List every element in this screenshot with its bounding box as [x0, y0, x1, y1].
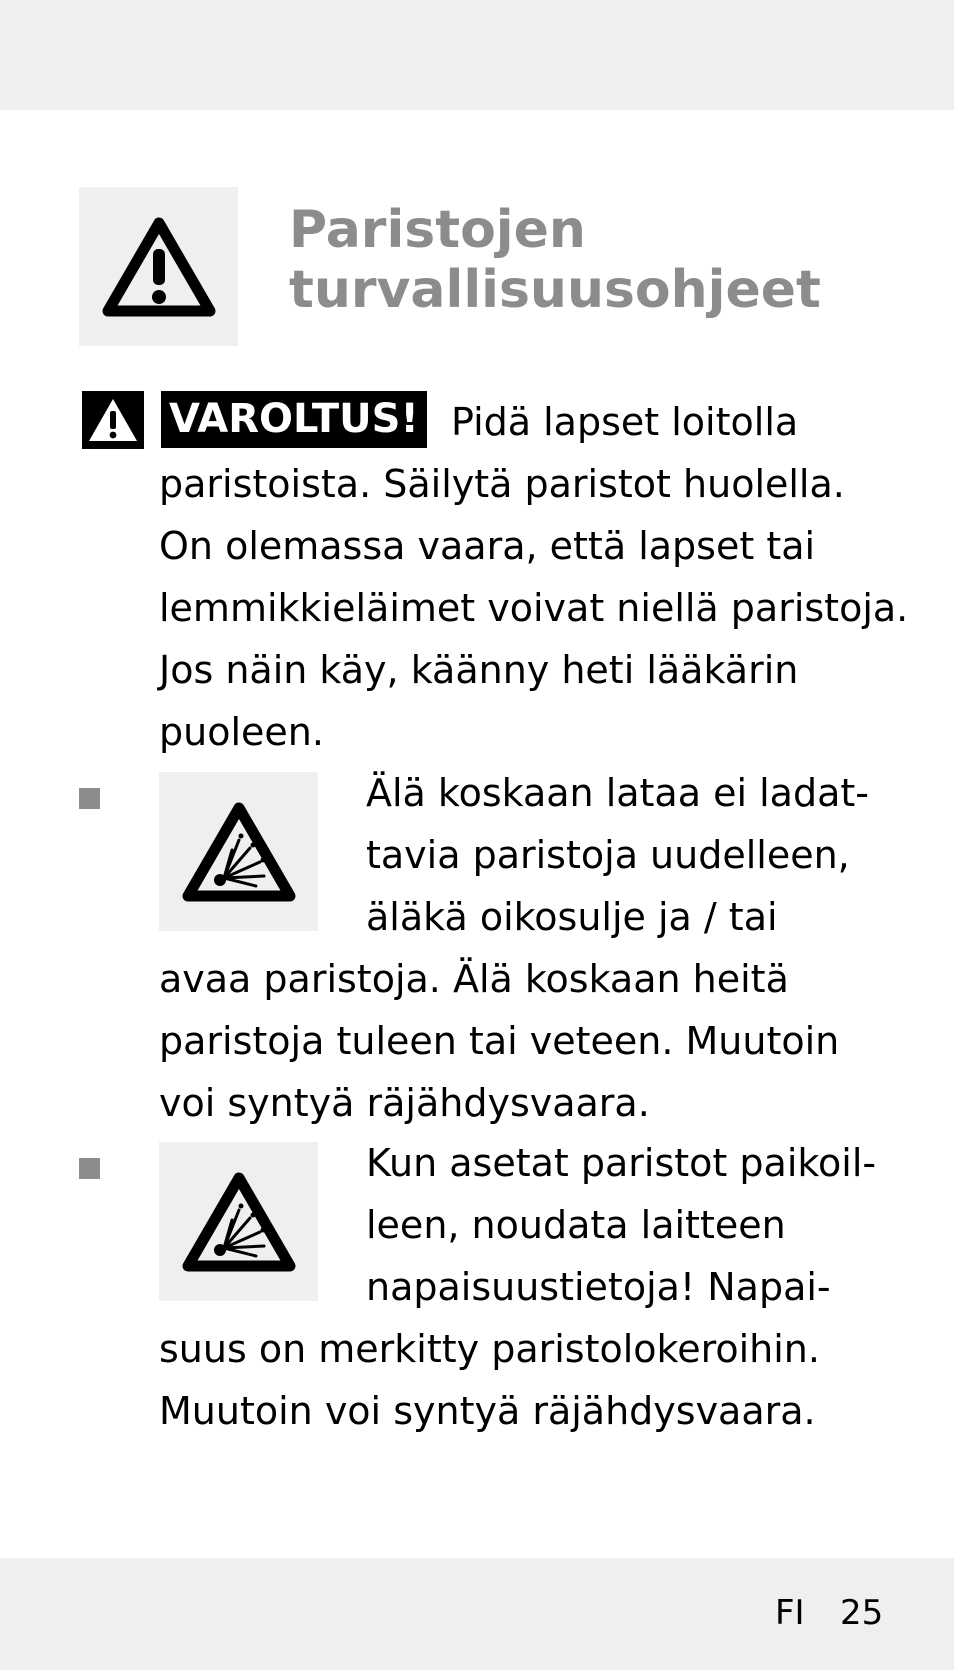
warning-triangle-icon — [79, 187, 238, 346]
page-number: 25 — [840, 1593, 884, 1633]
footer-language: FI — [775, 1593, 805, 1633]
explosion-hazard-icon — [159, 1142, 318, 1301]
item-1-line-3: äläkä oikosulje ja / tai — [366, 895, 778, 939]
item-1-line-2: tavia paristoja uudelleen, — [366, 833, 850, 877]
item-1-line-4: avaa paristoja. Älä koskaan heitä — [159, 957, 789, 1001]
warning-badge: VAROLTUS! — [161, 391, 427, 448]
item-1-line-5: paristoja tuleen tai veteen. Muutoin — [159, 1019, 840, 1063]
item-1-line-1: Älä koskaan lataa ei ladat- — [366, 771, 869, 815]
warning-line-1: Pidä lapset loitolla — [451, 400, 799, 444]
warning-small-icon — [82, 391, 144, 449]
page-title — [289, 200, 821, 320]
title-line-2: turvallisuusohjeet — [289, 260, 821, 320]
warning-line-5: Jos näin käy, käänny heti lääkärin — [159, 648, 799, 692]
item-2-line-2: leen, noudata laitteen — [366, 1203, 786, 1247]
warning-line-6: puoleen. — [159, 710, 324, 754]
title-line-1: Paristojen — [289, 200, 586, 260]
item-2-line-3: napaisuustietoja! Napai- — [366, 1265, 831, 1309]
explosion-hazard-icon — [159, 772, 318, 931]
bullet-2 — [79, 1158, 100, 1179]
warning-line-3: On olemassa vaara, että lapset tai — [159, 524, 816, 568]
warning-line-4: lemmikkieläimet voivat niellä paristoja. — [159, 586, 909, 630]
warning-line-2: paristoista. Säilytä paristot huolella. — [159, 462, 845, 506]
item-2-line-4: suus on merkitty paristolokeroihin. — [159, 1327, 820, 1371]
item-2-line-5: Muutoin voi syntyä räjähdysvaara. — [159, 1389, 816, 1433]
item-1-line-6: voi syntyä räjähdysvaara. — [159, 1081, 650, 1125]
item-2-line-1: Kun asetat paristot paikoil- — [366, 1141, 877, 1185]
bottom-band — [0, 1558, 954, 1670]
bullet-1 — [79, 788, 100, 809]
top-band — [0, 0, 954, 110]
